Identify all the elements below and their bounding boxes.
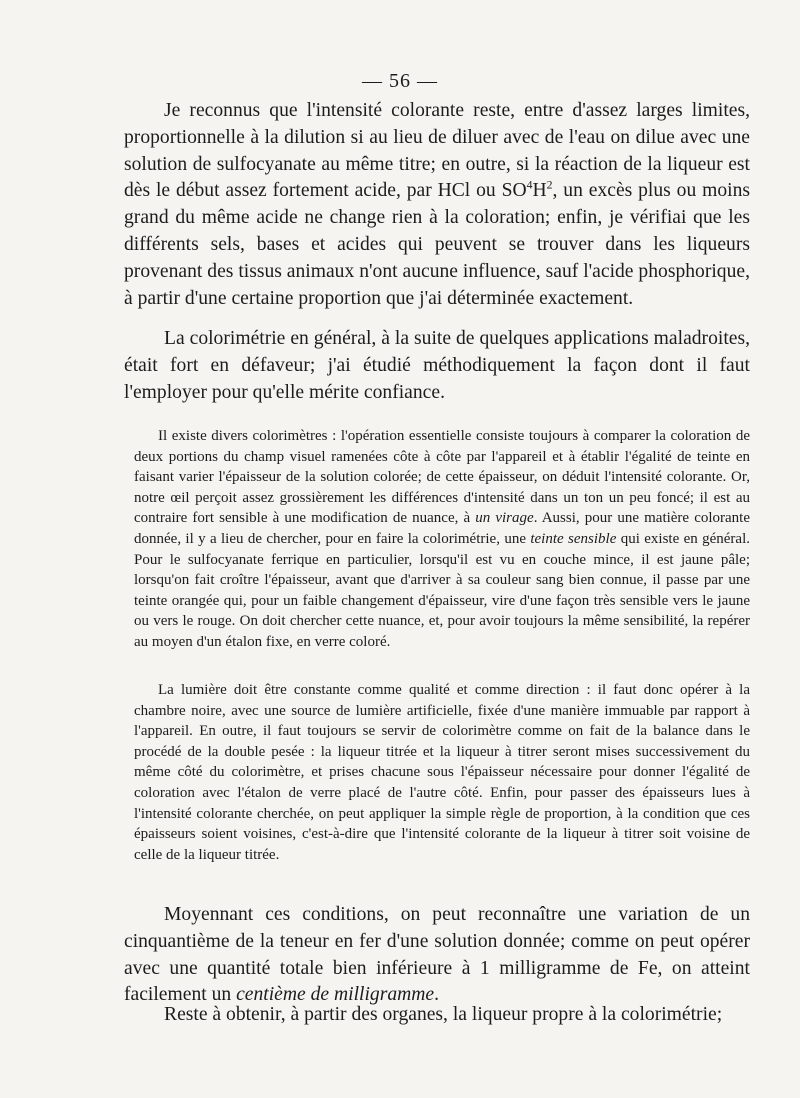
paragraph-1-sup-b: 2 xyxy=(546,178,553,192)
paragraph-3-italic-a: un virage xyxy=(475,510,534,527)
page-number: — 56 — xyxy=(362,70,438,92)
paragraph-3 xyxy=(134,426,750,653)
paragraph-3-text-c: qui existe en général. Pour le sulfocyanate ferrique en particulier, lorsqu'il est vu en couche mince, il est jaune pâle; lorsqu'on fait croître l'épaisseur, avant que d'arriver à sa couleur sang bien connue, il passe par une teinte orangée qui, pour un faible changement d'épaisseur, vire d'une façon très sensible vers le jaune ou vers le rouge. On doit chercher cette nuance, et, pour avoir toujours la même sensibilité, la repérer au moyen d'un étalon fixe, en verre coloré. xyxy=(134,530,751,650)
paragraph-2 xyxy=(124,326,750,406)
paragraph-5-italic: centième de milligramme xyxy=(236,984,435,1006)
paragraph-5 xyxy=(124,902,750,1009)
paragraph-3-text-a: Il existe divers colorimètres : l'opération essentielle consiste toujours à comparer la coloration de deux portions du champ visuel ramenées côte à côte par l'appareil et à établir l'égalité de teinte en faisant varier l'épaisseur de la solution colorée; de cette épaisseur, on déduit l'intensité colorante. Or, notre œil perçoit assez grossièrement les différences d'intensité dans un ton un peu foncé; il est au contraire fort sensible à une modification de nuance, à xyxy=(134,428,750,527)
paragraph-4 xyxy=(134,680,750,865)
paragraph-1-text-c: , un excès plus ou moins grand du même acide ne change rien à la coloration; enfin, je vérifiai que les différents sels, bases et acides qui peuvent se trouver dans les liqueurs provenant des tissus animaux n'ont aucune influence, sauf l'acide phosphorique, à partir d'une certaine proportion que j'ai déterminée exactement. xyxy=(124,180,751,309)
paragraph-1-text-b: H xyxy=(532,180,547,202)
paragraph-2-text: La colorimétrie en général, à la suite de quelques applications maladroites, était fort en défaveur; j'ai étudié méthodiquement la façon dont il faut l'employer pour qu'elle mérite confiance. xyxy=(124,328,750,403)
paragraph-5-text-a: Moyennant ces conditions, on peut reconnaître une variation de un cinquantième de la teneur en fer d'une solution donnée; comme on peut opérer avec une quantité totale bien inférieure à 1 milligramme de Fe, on atteint facilement un xyxy=(124,904,750,1006)
paragraph-6 xyxy=(124,1002,764,1029)
paragraph-1-text-a: Je reconnus que l'intensité colorante reste, entre d'assez larges limites, proportionnelle à la dilution si au lieu de diluer avec de l'eau on dilue avec une solution de sulfocyanate au même titre; en outre, si la réaction de la liqueur est dès le début assez fortement acide, par HCl ou SO xyxy=(124,100,750,202)
paragraph-1-sup-a: 4 xyxy=(526,178,533,192)
paragraph-5-text-b: . xyxy=(434,984,440,1006)
paragraph-3-text-b: . Aussi, pour une matière colorante donnée, il y a lieu de chercher, pour en faire la colorimétrie, une xyxy=(134,510,750,547)
paragraph-1 xyxy=(124,98,750,312)
paragraph-4-text: La lumière doit être constante comme qualité et comme direction : il faut donc opérer à la chambre noire, avec une source de lumière artificielle, fixée d'une manière immuable par rapport à l'appareil. En outre, il faut toujours se servir de colorimètre comme on fait de la balance dans le procédé de la double pesée : la liqueur titrée et la liqueur à titrer seront mises successivement du même côté du colorimètre, et prises chacune sous l'épaisseur nécessaire pour donner l'égalité de coloration avec l'étalon de verre placé de l'autre côté. Enfin, pour passer des épaisseurs lues à l'intensité colorante cherchée, on peut appliquer la simple règle de proportion, à la condition que ces épaisseurs soient voisines, c'est-à-dire que l'intensité colorante de la liqueur à titrer soit voisine de celle de la liqueur titrée. xyxy=(134,682,750,863)
paragraph-3-italic-b: teinte sensible xyxy=(530,530,617,547)
paragraph-6-text: Reste à obtenir, à partir des organes, la liqueur propre à la colorimétrie; xyxy=(164,1004,723,1025)
